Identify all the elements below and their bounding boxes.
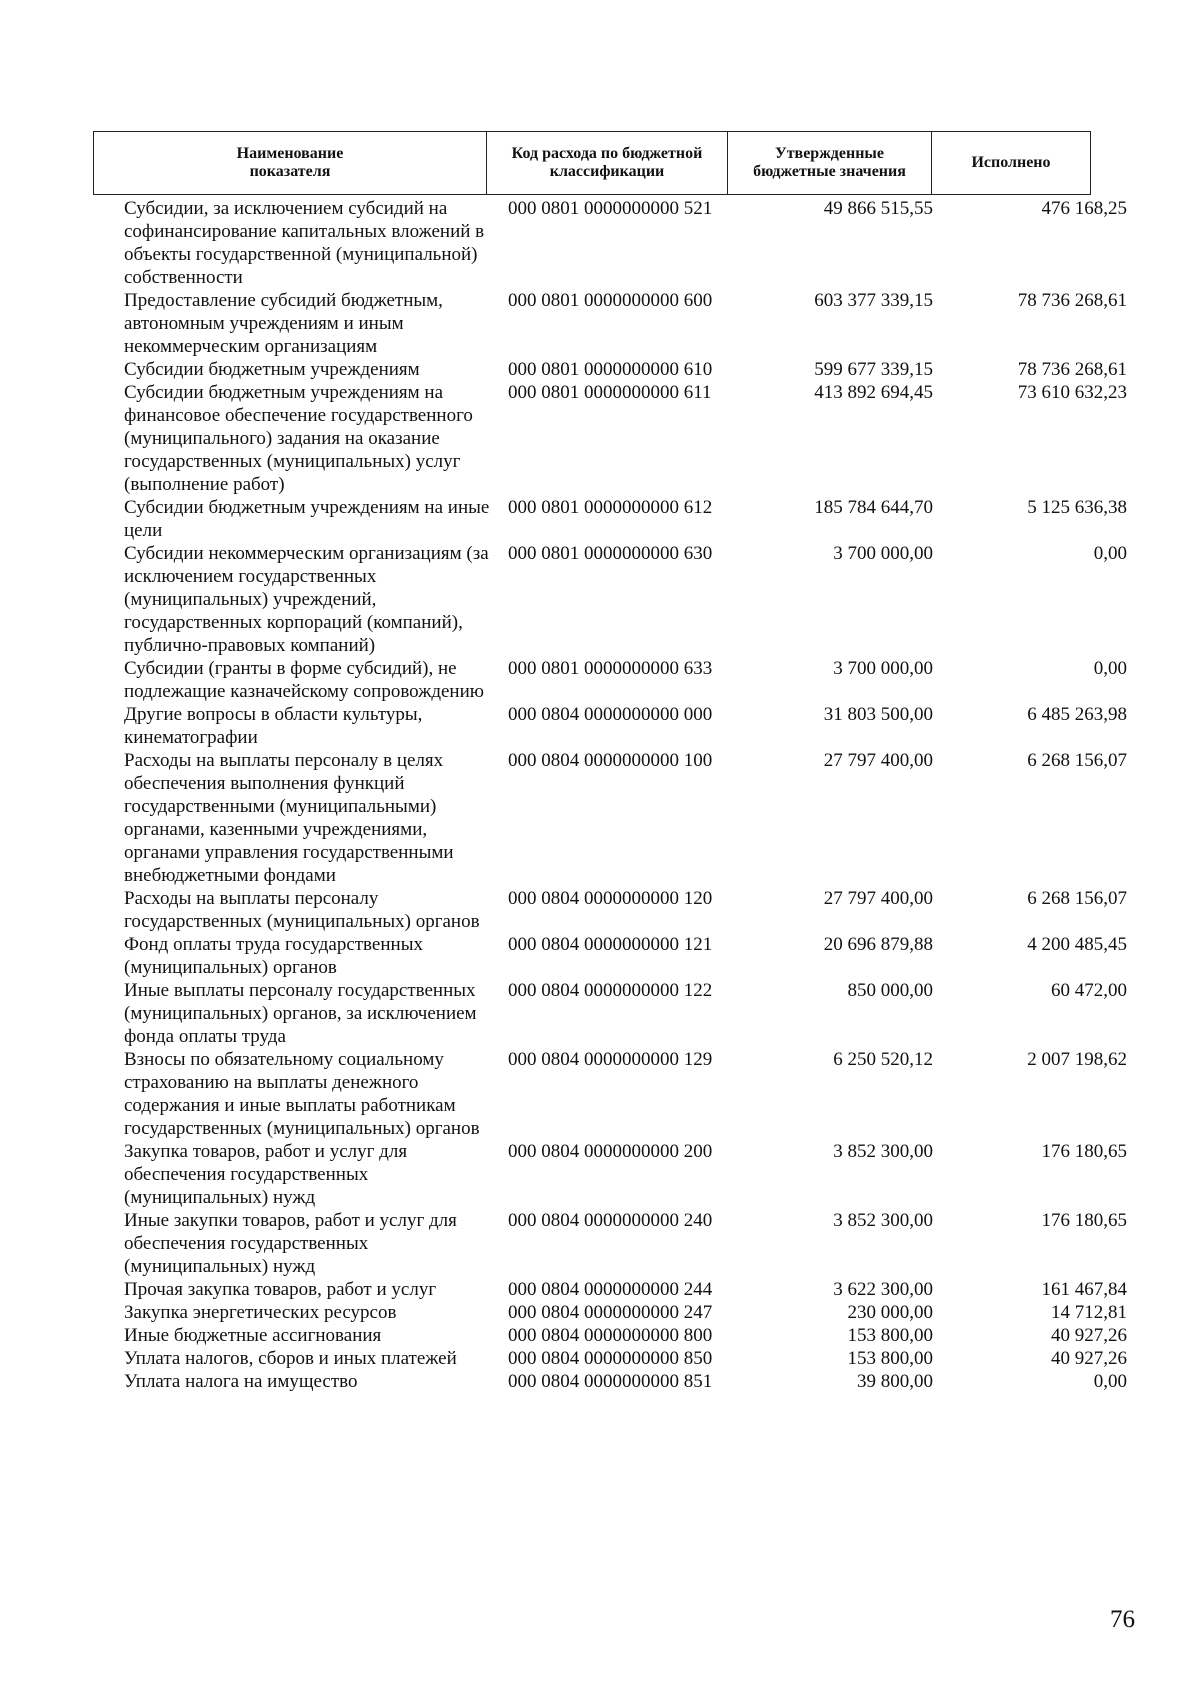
- table-row: [0, 542, 1200, 657]
- table-row: [0, 1324, 1200, 1347]
- row-executed: 0,00: [1093, 1371, 1127, 1392]
- row-name: Иные выплаты персоналу государственных (муниципальных) органов, за исключением фонда оплаты труда: [124, 980, 477, 1047]
- row-name: Уплата налогов, сборов и иных платежей: [124, 1348, 457, 1369]
- row-name: Уплата налога на имущество: [124, 1371, 358, 1392]
- row-name: Субсидии, за исключением субсидий на софинансирование капитальных вложений в объекты государственной (муниципальной) собственности: [124, 198, 485, 288]
- row-executed: 176 180,65: [1041, 1210, 1127, 1231]
- header-executed: Исполнено: [971, 154, 1051, 171]
- row-code: 000 0804 0000000000 800: [508, 1325, 713, 1346]
- row-code: 000 0804 0000000000 247: [508, 1302, 713, 1323]
- row-approved: 39 800,00: [857, 1371, 933, 1392]
- row-executed: 5 125 636,38: [1027, 497, 1127, 518]
- row-executed: 476 168,25: [1041, 198, 1127, 219]
- row-code: 000 0801 0000000000 600: [508, 290, 713, 311]
- row-code: 000 0801 0000000000 633: [508, 658, 713, 679]
- row-approved: 27 797 400,00: [823, 888, 933, 909]
- row-name: Прочая закупка товаров, работ и услуг: [124, 1279, 437, 1300]
- table-row: [0, 933, 1200, 979]
- row-executed: 40 927,26: [1051, 1325, 1127, 1346]
- header-approved-values: Утвержденные бюджетные значения: [728, 132, 932, 194]
- table-row: [0, 887, 1200, 933]
- row-approved: 6 250 520,12: [833, 1049, 933, 1070]
- row-approved: 413 892 694,45: [814, 382, 933, 403]
- table-row: [0, 496, 1200, 542]
- row-code: 000 0801 0000000000 630: [508, 543, 713, 564]
- table-row: [0, 1347, 1200, 1370]
- row-executed: 176 180,65: [1041, 1141, 1127, 1162]
- row-approved: 850 000,00: [847, 980, 933, 1001]
- table-row: [0, 749, 1200, 887]
- row-approved: 3 700 000,00: [833, 658, 933, 679]
- page-number: 76: [1110, 1606, 1135, 1633]
- table-row: [0, 381, 1200, 496]
- row-approved: 31 803 500,00: [823, 704, 933, 725]
- row-code: 000 0804 0000000000 000: [508, 704, 713, 725]
- row-code: 000 0804 0000000000 850: [508, 1348, 713, 1369]
- table-header: [93, 131, 1091, 195]
- row-approved: 3 700 000,00: [833, 543, 933, 564]
- row-approved: 3 622 300,00: [833, 1279, 933, 1300]
- row-name: Иные бюджетные ассигнования: [124, 1325, 382, 1346]
- header-budget-code: Код расхода по бюджетной классификации: [487, 132, 728, 194]
- row-name: Субсидии бюджетным учреждениям на финансовое обеспечение государственного (муниципального) задания на оказание государственных (муниципальных) услуг (выполнение работ): [124, 382, 473, 495]
- table-row: [0, 703, 1200, 749]
- row-code: 000 0801 0000000000 610: [508, 359, 713, 380]
- row-approved: 153 800,00: [847, 1325, 933, 1346]
- row-approved: 3 852 300,00: [833, 1141, 933, 1162]
- row-executed: 161 467,84: [1041, 1279, 1127, 1300]
- row-name: Субсидии бюджетным учреждениям: [124, 359, 420, 380]
- table-row: [0, 657, 1200, 703]
- row-name: Субсидии бюджетным учреждениям на иные цели: [124, 497, 490, 541]
- row-approved: 49 866 515,55: [823, 198, 933, 219]
- row-executed: 0,00: [1093, 543, 1127, 564]
- row-name: Закупка товаров, работ и услуг для обеспечения государственных (муниципальных) нужд: [124, 1141, 408, 1208]
- row-code: 000 0804 0000000000 129: [508, 1049, 713, 1070]
- row-name: Иные закупки товаров, работ и услуг для обеспечения государственных (муниципальных) нужд: [124, 1210, 457, 1277]
- table-row: [0, 979, 1200, 1048]
- row-name: Взносы по обязательному социальному страхованию на выплаты денежного содержания и иные выплаты работникам государственных (муниципальных) органов: [124, 1049, 480, 1139]
- row-code: 000 0801 0000000000 612: [508, 497, 713, 518]
- row-name: Расходы на выплаты персоналу в целях обеспечения выполнения функций государственными (муниципальными) органами, казенными учреждениями, органами управления государственными внебюджетными фондами: [124, 750, 454, 886]
- row-executed: 6 485 263,98: [1027, 704, 1127, 725]
- row-executed: 0,00: [1093, 658, 1127, 679]
- row-code: 000 0804 0000000000 100: [508, 750, 713, 771]
- row-code: 000 0804 0000000000 120: [508, 888, 713, 909]
- row-approved: 185 784 644,70: [814, 497, 933, 518]
- table-row: [0, 1140, 1200, 1209]
- row-executed: 6 268 156,07: [1027, 750, 1127, 771]
- row-name: Субсидии (гранты в форме субсидий), не подлежащие казначейскому сопровождению: [124, 658, 484, 702]
- row-name: Другие вопросы в области культуры, кинематографии: [124, 704, 423, 748]
- row-approved: 230 000,00: [847, 1302, 933, 1323]
- row-executed: 14 712,81: [1051, 1302, 1127, 1323]
- row-approved: 20 696 879,88: [823, 934, 933, 955]
- table-row: [0, 1370, 1200, 1393]
- row-code: 000 0804 0000000000 200: [508, 1141, 713, 1162]
- table-row: [0, 1048, 1200, 1140]
- row-executed: 78 736 268,61: [1017, 290, 1127, 311]
- row-executed: 60 472,00: [1051, 980, 1127, 1001]
- row-approved: 603 377 339,15: [814, 290, 933, 311]
- row-executed: 2 007 198,62: [1027, 1049, 1127, 1070]
- row-name: Фонд оплаты труда государственных (муниципальных) органов: [124, 934, 423, 978]
- row-code: 000 0804 0000000000 240: [508, 1210, 713, 1231]
- row-name: Субсидии некоммерческим организациям (за исключением государственных (муниципальных) учреждений, государственных корпораций (компаний), публично-правовых компаний): [124, 543, 489, 656]
- row-name: Закупка энергетических ресурсов: [124, 1302, 397, 1323]
- row-code: 000 0801 0000000000 521: [508, 198, 713, 219]
- row-approved: 3 852 300,00: [833, 1210, 933, 1231]
- row-code: 000 0804 0000000000 244: [508, 1279, 713, 1300]
- row-approved: 27 797 400,00: [823, 750, 933, 771]
- row-code: 000 0804 0000000000 851: [508, 1371, 713, 1392]
- row-approved: 599 677 339,15: [814, 359, 933, 380]
- row-executed: 6 268 156,07: [1027, 888, 1127, 909]
- table-body: [0, 197, 1200, 1393]
- row-approved: 153 800,00: [847, 1348, 933, 1369]
- row-code: 000 0801 0000000000 611: [508, 382, 712, 403]
- row-executed: 73 610 632,23: [1017, 382, 1127, 403]
- row-name: Расходы на выплаты персоналу государственных (муниципальных) органов: [124, 888, 480, 932]
- table-row: [0, 1209, 1200, 1278]
- row-name: Предоставление субсидий бюджетным, автономным учреждениям и иным некоммерческим организациям: [124, 290, 443, 357]
- table-row: [0, 358, 1200, 381]
- table-row: [0, 289, 1200, 358]
- header-indicator-name: Наименование показателя: [94, 132, 487, 194]
- row-executed: 78 736 268,61: [1017, 359, 1127, 380]
- table-row: [0, 197, 1200, 289]
- row-code: 000 0804 0000000000 122: [508, 980, 713, 1001]
- table-row: [0, 1301, 1200, 1324]
- table-row: [0, 1278, 1200, 1301]
- row-executed: 4 200 485,45: [1027, 934, 1127, 955]
- row-code: 000 0804 0000000000 121: [508, 934, 713, 955]
- row-executed: 40 927,26: [1051, 1348, 1127, 1369]
